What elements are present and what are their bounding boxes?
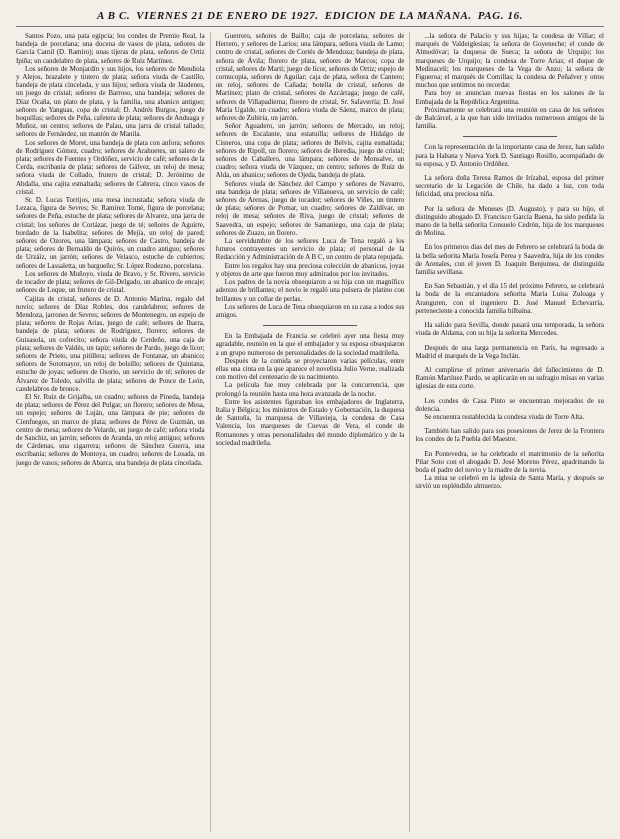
paragraph: Después de una larga permanencia en París, ha regresado a Madrid el marqués de la Vega Inclán.: [415, 343, 605, 360]
paragraph: Próximamente se celebrará una reunión en casa de los señores de Balcárcel, a la que han sido invitados numerosos amigos de la familia.: [415, 105, 605, 131]
paragraph: Los señores de Luca de Tena obsequiaron en su casa a todos sus amigos.: [215, 302, 405, 319]
publication-name: A B C.: [96, 10, 131, 22]
page-header: [16, 6, 604, 27]
paragraph: La película fue muy celebrada por la concurrencia, que prolongó la reunión hasta una hora avanzada de la noche.: [215, 381, 405, 398]
edition-label: EDICION DE LA MAÑANA.: [324, 10, 472, 22]
paragraph: Señor Aguadero, un jarrón; señores de Mercado, un reloj; señores de Escalante, una estatuilla; señores de Hidalgo de Cisneros, una copa de plata; señores de Belvis, cajita esmaltada; señores de Ripoll, un florero; señores de Heredia, juego de cristal; señores de Caballero, una lámpara; señores de Monsalve, un cuadro; señora viuda de Vázquez, un centro; señores de Ruiz de Alda, un abanico; señores de Ojeda, bandeja de plata.: [215, 122, 405, 180]
paragraph: En los primeros días del mes de Febrero se celebrará la boda de la bella señorita María Josefa Perea y Saavedra, hija de los condes de Arenales, con el joven D. Joaquín Benjumea, de distinguida familia sevillana.: [415, 243, 605, 277]
paragraph: En San Sebastián, y el día 15 del próximo Febrero, se celebrará la boda de la encantadora señorita María Luisa Zuloaga y Aranguren, con el ingeniero D. José Manuel Echevarría, perteneciente a conocida familia bilbaína.: [415, 282, 605, 315]
section-rule: [263, 325, 357, 326]
paragraph: Señores viuda de Sánchez del Campo y señores de Navarro, una bandeja de plata; señores de Villanueva, un servicio de café; señores de Arenas, juego de tocador; señores de Viñes, un tintero de plata; señores de Pomar, un cuadro; señores de Zaldívar, un reloj de mesa; señores de Riva, juego de cristal; señores de Saavedra, un espejo; señores de Samaniego, una caja de plata; señores de Zuazo, un florero.: [215, 179, 405, 237]
paragraph: También han salido para sus posesiones de Jerez de la Frontera los condes de la Puebla del Maestre.: [415, 427, 605, 444]
paragraph: Los señores de Muñoyo, viuda de Bravo, y Sr. Rivero, servicio de tocador de plata; señores de Gil-Delgado, un abanico de encaje; señores de Luque, un frutero de cristal.: [16, 269, 205, 295]
paragraph: Entre los regalos hay una preciosa colección de abanicos, joyas y objetos de arte que fueron muy admirados por los invitados.: [215, 261, 405, 278]
paragraph: En la Embajada de Francia se celebró ayer una fiesta muy agradable, reunión en la que el embajador y su esposa obsequiaron a un grupo numeroso de personalidades de la sociedad madrileña.: [215, 332, 405, 357]
paragraph: Entre los asistentes figuraban los embajadores de Inglaterra, Italia y Bélgica; los ministros de Estado y Gobernación, la duquesa de Santoña, la marquesa de Villavieja, la condesa de Casa Valencia, los marqueses de Cuevas de Vera, el conde de Romanones y otras personalidades del mundo diplomático y de la sociedad madrileña.: [215, 397, 405, 447]
paragraph: La señora doña Teresa Ramos de Irízabal, esposa del primer secretario de la Legación de Chile, ha dado a luz, con toda felicidad, una preciosa niña.: [415, 174, 605, 199]
paragraph: Santos Pozo, una pata egipcia; los condes de Premio Real, la bandeja de porcelana; una docena de vasos de plata, señores de García Camil (D. Ramiro); unas tijeras de plata, señores de Ortiz Ipiña; un candelabro de plata, señores de Ruiz Martínez.: [16, 32, 205, 65]
paragraph: Los condes de Casa Pinto se encuentran mejorados de su dolencia.: [415, 396, 605, 413]
paragraph: Después de la comida se proyectaron varias películas, entre ellas una cinta en la que aparece el novelista Julio Verne, realizada con motivo del centenario de su nacimiento.: [215, 356, 405, 382]
section-rule: [463, 136, 557, 137]
paragraph: En Pontevedra, se ha celebrado el matrimonio de la señorita Pilar Soto con el abogado D. José Moreno Pérez, apadrinando la boda el padre del novio y la madre de la novia.: [415, 449, 605, 474]
paragraph: Por la señora de Meneses (D. Augusto), y para su hijo, el distinguido abogado D. Francisco García Baena, ha sido pedida la mano de la bella señorita Consuelo Cedrón, hija de los marqueses de Molina.: [415, 204, 605, 238]
page-number: PAG. 16.: [477, 10, 524, 22]
paragraph: Los padres de la novia obsequiaron a su hija con un magnífico aderezo de brillantes; el novio le regaló una pulsera de platino con brillantes y un collar de perlas.: [215, 278, 405, 303]
issue-date: VIERNES 21 DE ENERO DE 1927.: [136, 10, 319, 22]
paragraph: Cajitas de cristal, señores de D. Antonio Marina, regalo del novio; señores de Díaz Robles, dos candelabros; señores de Mendoza, jarrones de Sevres; señores de Montenegro, un espejo de plata; señores de Rojas Arias, juego de café; señores de Ibarra, bandeja de plata; señores de Rodríguez, florero; señores de Guisasola, un cofrecito; señora viuda de Cerdeño, una caja de plata; señores de Valdés, un tapiz; señores de Pardo, juego de licor; señores de Prieto, una pitillera; señores de Fontanar, un abanico; señores de Sotomayor, un reloj de bolsillo; señores de Quintana, estuche de joyas; señores de Osorio, un servicio de té; señores de Álvarez de Toledo, salvilla de plata; señores de Ponce de León, candelabros de bronce.: [16, 294, 205, 393]
paragraph: ...la señora de Palacio y sus hijas; la condesa de Villar; el marqués de Valdeiglesias; la señora de Goyeneche; el conde de Almodóvar; la duquesa de Sueca; la señora de Urquijo; los marqueses de Urquijo; la condesa de Torre Arias; el duque de Medinaceli; los marqueses de la Vega de Anzo; la señora de Figueroa; el marqués de Comillas; la condesa de Peñalver y otros muchos que sentimos no recordar.: [415, 32, 605, 90]
paragraph: Guerrero, señores de Baillo; caja de porcelana, señores de Herrero, y señores de Larios; una lámpara, señora viuda de Lamo; centro de cristal, señores de Cortés de Mendoza; bandeja de plata, señora de Ávila; florero de plata, señores de Marcos; copa de cristal, señores de Martí; juego de licor, señores de Ortiz; espejo de cornucopia, señores de Aguilar; caja de plata, señora de Cantero; un reloj, señores de Cañada; botella de cristal, señores de Martínez; plato de cristal, señores de Azcárraga; juego de café, señores de Villapadierna; florero de cristal, Sr. Salaverría; D. José María Ugalde, un cuadro; señora viuda de Sáenz, marco de plata; señores de Zubiria, un jarrón.: [215, 32, 405, 123]
paragraph: Al cumplirse el primer aniversario del fallecimiento de D. Ramón Martínez Pardo, se aplicarán en su sufragio misas en varias iglesias de esta corte.: [415, 365, 605, 391]
paragraph: La misa se celebró en la iglesia de Santa María, y después se sirvió un espléndido almuerzo.: [415, 474, 605, 491]
paragraph: Ha salido para Sevilla, donde pasará una temporada, la señora viuda de Aldama, con su hija la señorita Mercedes.: [415, 321, 605, 338]
column-divider: [409, 32, 410, 832]
paragraph: La servidumbre de los señores Luca de Tena regaló a los futuros contrayentes un servicio de plata; el personal de la Redacción y Administración de A B C, un centro de plata repujada.: [215, 237, 405, 262]
paragraph: Para hoy se anuncian nuevas fiestas en los salones de la Embajada de la República Argentina.: [415, 89, 605, 106]
column-1: [16, 32, 205, 832]
column-2: [216, 32, 405, 832]
paragraph: Los señores de Monjardín y sus hijos, los señores de Mendiola y Alejos, brazalete y tintero de plata; señora viuda de Castillo, bandeja de plata cincelada, y sus hijos; señora viuda de Jáudenes, un juego de cristal; señores de Barroso, una bandeja; señores de Díaz Ocaña, un plato de plata, y la familia, una abanico antiguo; señores de Yanguas, copa de cristal; D. Andrés Burgos, juego de boquillas; señores de Peña, cafetera de plata; señores de Anduaga y Muñoz, un centro; señores de Palau, una jarra de cristal tallado; señores de Fernández, un mantón de Manila.: [16, 64, 205, 139]
paragraph: El Sr. Ruiz de Grijalba, un cuadro; señores de Pineda, bandeja de plata; señores de Pérez del Pulgar, un florero; señores de Mesa, un espejo; señores de Luján, una lámpara de pie; señores de Cienfuegos, un marco de plata; señores de Pérez de Guzmán, un centro de mesa; señores de Velarde, un juego de café; señora viuda de Sanchiz, un jarrón; señores de Aranda, un reloj antiguo; señores de Cárdenas, una cigarrera; señores de Sánchez Guerra, una escribanía; señores de Montoya, un cuadro; señores de Losada, un juego de vasos; señores de Abarca, una bandeja de plata cincelada.: [16, 392, 205, 467]
paragraph: Sr. D. Lucas Torrijos, una mesa incrustada; señora viuda de Lezaca, figura de Sevres; Sr. Ramírez Tomé, figura de porcelana; señores de Peña, estuche de plata; señores de Alvarez, una jarra de cristal; los señores de Cortázar, juego de té; señores de Aguirre, bordado de la Isabelita; señores de Mejía, un reloj de pared; señores de Ozores, una lámpara; señores de Castro, bandeja de plata; señores de Bernaldo de Quirós, un cuadro antiguo; señores de Urzáiz, un jarrón; señores de Velasco, estuche de cubiertos; señores de Lassaletta, un bargueño; Sr. López Rodezno, porcelana.: [16, 196, 205, 270]
paragraph: Se encuentra restablecida la condesa viuda de Torre Alta.: [424, 412, 585, 421]
paragraph: Con la representación de la importante casa de Jerez, han salido para la Habana y Nueva York D. Santiago Rosillo, acompañado de su esposa, y D. Antonio Ordóñez.: [415, 143, 605, 168]
column-divider: [210, 32, 211, 832]
column-3: [415, 32, 604, 832]
article-columns: [16, 32, 604, 832]
paragraph: Los señores de Moret, una bandeja de plata con anfora; señores de Rodríguez Gómez, cuadro; señores de Arahuetes, un salero de plata; señores de Fuentes y Ordóñez, servicio de café; señores de la Cerda, escribanía de plata; señores de Gálvez, un reloj de mesa; señora viuda de Collado, frutero de cristal; D. Jerónimo de Abdalla, una cajita esmaltada; señores de Cabrera, cinco vasos de cristal.: [16, 138, 205, 196]
